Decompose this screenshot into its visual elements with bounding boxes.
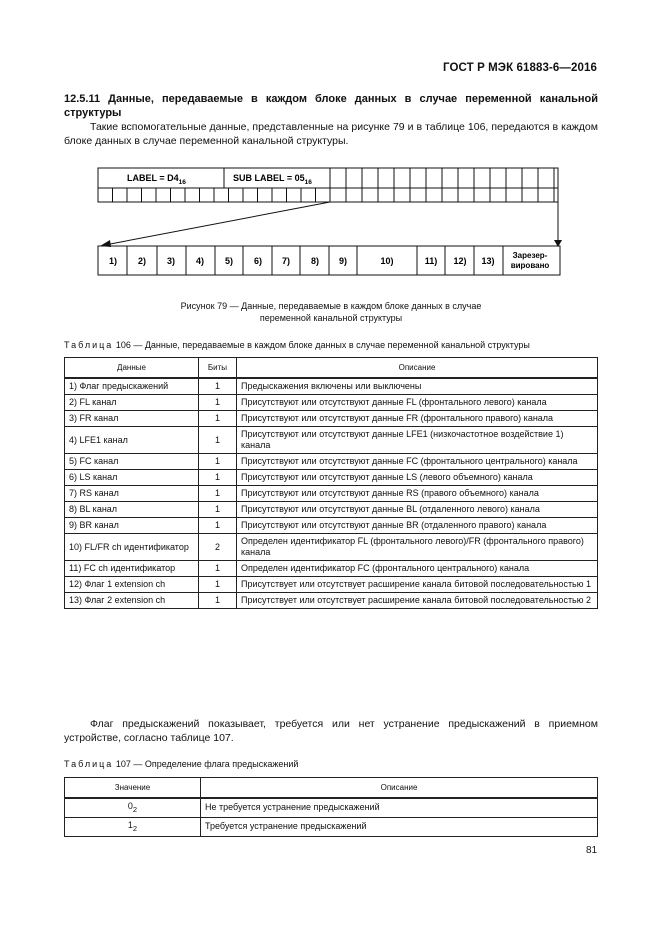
cell-description: Присутствуют или отсутствуют данные RS (правого объемного) канала <box>237 486 598 502</box>
cell-description: Присутствуют или отсутствуют данные LFE1 (низкочастотное воздействие 1) канала <box>237 427 598 454</box>
cell-data: 13) Флаг 2 extension ch <box>65 593 199 609</box>
table-row <box>65 470 598 486</box>
figure-caption-line1: Рисунок 79 — Данные, передаваемые в каждом блоке данных в случае <box>180 301 482 311</box>
table-106-body <box>65 378 598 609</box>
column-header-value: Значение <box>65 778 201 799</box>
table-107-caption <box>64 759 298 769</box>
value-base: 2 <box>132 823 138 833</box>
table-106-header-row <box>65 358 598 379</box>
table-row <box>65 411 598 427</box>
table-row <box>65 817 598 836</box>
document-id: ГОСТ Р МЭК 61883-6—2016 <box>443 62 597 74</box>
table-row <box>65 561 598 577</box>
emphasis-flag-paragraph: Флаг предыскажений показывает, требуется или нет устранение предыскажений в приемном устройстве, согласно таблице 107. <box>64 718 598 744</box>
figure-79-diagram <box>0 160 661 296</box>
table-107-caption-text: 107 — Определение флага предыскажений <box>115 759 299 769</box>
cell-value <box>65 798 201 817</box>
field-label: 2) <box>137 256 147 266</box>
cell-description: Присутствуют или отсутствуют данные FR (фронтального правого) канала <box>237 411 598 427</box>
field-label: 12) <box>453 256 467 266</box>
sub-label-text: SUB LABEL = $05_{16}$ <box>233 173 312 186</box>
reserved-label-line2: вировано <box>510 261 550 270</box>
field-label: 13) <box>481 256 495 266</box>
tick-marks <box>113 188 316 202</box>
figure-caption <box>64 300 598 324</box>
table-107-body <box>65 798 598 836</box>
cell-data: 11) FC ch идентификатор <box>65 561 199 577</box>
cell-description: Определен идентификатор FL (фронтального левого)/FR (фронтального правого) канала <box>237 534 598 561</box>
figure-caption-line2: переменной канальной структуры <box>259 313 403 323</box>
cell-data: 2) FL канал <box>65 395 199 411</box>
table-row <box>65 593 598 609</box>
table-106 <box>64 357 598 609</box>
expand-arrowhead <box>100 240 111 247</box>
column-header-data: Данные <box>65 358 199 379</box>
expand-arrow-line <box>105 202 330 245</box>
field-label: 4) <box>195 256 205 266</box>
value-digit: 0 <box>127 801 133 811</box>
field-label: 7) <box>281 256 291 266</box>
cell-data: 10) FL/FR ch идентификатор <box>65 534 199 561</box>
cell-bits: 1 <box>199 378 237 395</box>
cell-data: 1) Флаг предыскажений <box>65 378 199 395</box>
cell-bits: 1 <box>199 411 237 427</box>
cell-description: Присутствуют или отсутствуют данные FC (фронтального центрального) канала <box>237 454 598 470</box>
table-106-caption-text: 106 — Данные, передаваемые в каждом блоке данных в случае переменной канальной структуры <box>115 340 530 350</box>
cell-value <box>65 817 201 836</box>
field-label: 8) <box>310 256 320 266</box>
page-number: 81 <box>586 845 598 856</box>
field-label: 10) <box>380 256 394 266</box>
table-107-header-row <box>65 778 598 799</box>
table-row <box>65 378 598 395</box>
cell-bits: 1 <box>199 593 237 609</box>
reserved-label-line1: Зарезер- <box>512 251 548 260</box>
field-label: 3) <box>166 256 176 266</box>
table-row <box>65 486 598 502</box>
table-row <box>65 502 598 518</box>
table-row <box>65 534 598 561</box>
cell-description: Присутствует или отсутствует расширение канала битовой последовательностью 1 <box>237 577 598 593</box>
value-digit: 1 <box>127 819 133 830</box>
table-107 <box>64 777 598 837</box>
cell-data: 3) FR канал <box>65 411 199 427</box>
field-labels <box>109 256 495 266</box>
cell-bits: 1 <box>199 427 237 454</box>
cell-bits: 1 <box>199 454 237 470</box>
table-row <box>65 395 598 411</box>
cell-description: Присутствуют или отсутствуют данные FL (фронтального левого) канала <box>237 395 598 411</box>
cell-description: Присутствуют или отсутствуют данные BL (отдаленного левого) канала <box>237 502 598 518</box>
cell-data: 7) RS канал <box>65 486 199 502</box>
table-107-caption-prefix: Таблица <box>64 759 114 769</box>
column-header-description: Описание <box>201 778 598 799</box>
label-text: LABEL = $D4_{16}$ <box>127 173 186 186</box>
cell-bits: 1 <box>199 561 237 577</box>
field-label: 11) <box>424 256 438 266</box>
cell-data: 8) BL канал <box>65 502 199 518</box>
cell-description: Требуется устранение предыскажений <box>201 817 598 836</box>
cell-data: 5) FC канал <box>65 454 199 470</box>
cell-description: Не требуется устранение предыскажений <box>201 798 598 817</box>
table-row <box>65 454 598 470</box>
cell-bits: 1 <box>199 577 237 593</box>
table-row <box>65 798 598 817</box>
intro-paragraph: Такие вспомогательные данные, представленные на рисунке 79 и в таблице 106, передаются в каждом блоке данных в случае переменной канальной структуры. <box>64 121 598 147</box>
cell-bits: 1 <box>199 486 237 502</box>
cell-description: Предыскажения включены или выключены <box>237 378 598 395</box>
cell-bits: 1 <box>199 470 237 486</box>
cell-bits: 1 <box>199 502 237 518</box>
field-label: 1) <box>108 256 118 266</box>
column-header-description: Описание <box>237 358 598 379</box>
cell-data: 6) LS канал <box>65 470 199 486</box>
field-label: 5) <box>224 256 234 266</box>
cell-bits: 2 <box>199 534 237 561</box>
cell-description: Присутствует или отсутствует расширение канала битовой последовательностью 2 <box>237 593 598 609</box>
table-106-caption <box>64 340 530 350</box>
bit-cells <box>346 168 554 202</box>
column-header-bits: Биты <box>199 358 237 379</box>
table-106-caption-prefix: Таблица <box>64 340 114 350</box>
section-heading: 12.5.11 Данные, передаваемые в каждом блоке данных в случае переменной канальной структуры <box>64 93 598 119</box>
cell-bits: 1 <box>199 518 237 534</box>
table-row <box>65 577 598 593</box>
table-row <box>65 518 598 534</box>
cell-description: Определен идентификатор FC (фронтального центрального) канала <box>237 561 598 577</box>
field-label: 9) <box>338 256 348 266</box>
cell-data: 9) BR канал <box>65 518 199 534</box>
cell-data: 4) LFE1 канал <box>65 427 199 454</box>
table-row <box>65 427 598 454</box>
cell-description: Присутствуют или отсутствуют данные LS (левого объемного) канала <box>237 470 598 486</box>
field-label: 6) <box>253 256 263 266</box>
cell-bits: 1 <box>199 395 237 411</box>
cell-data: 12) Флаг 1 extension ch <box>65 577 199 593</box>
cell-description: Присутствуют или отсутствуют данные BR (отдаленного правого) канала <box>237 518 598 534</box>
value-base: 2 <box>132 804 138 814</box>
